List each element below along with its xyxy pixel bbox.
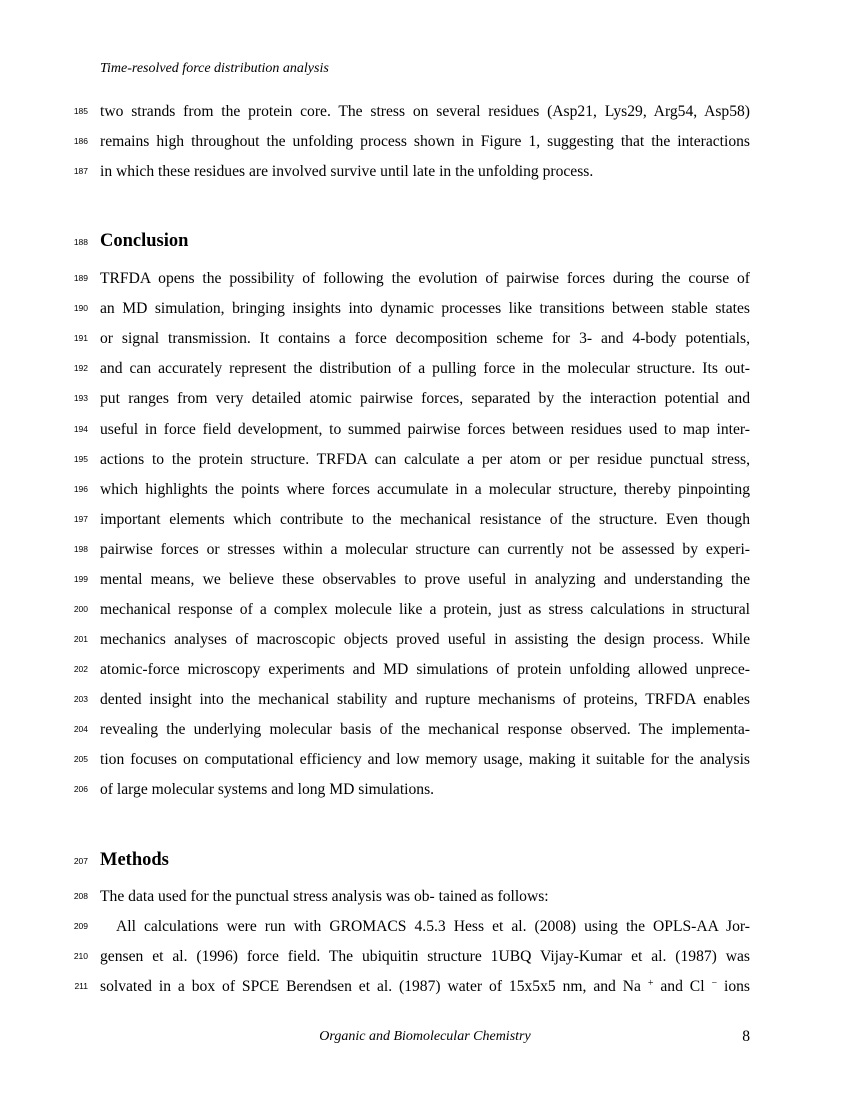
text-line xyxy=(0,450,850,470)
text-line xyxy=(0,299,850,319)
text-line xyxy=(0,690,850,710)
text-line xyxy=(0,947,850,967)
line-number: 205 xyxy=(73,754,88,764)
line-number: 192 xyxy=(73,363,88,373)
text-line xyxy=(0,887,850,907)
section-heading-conclusion xyxy=(0,231,850,251)
line-text xyxy=(100,977,750,997)
line-text: which highlights the points where forces accumulate in a molecular structure, thereby pinpointing xyxy=(100,481,750,498)
line-text: TRFDA opens the possibility of following the evolution of pairwise forces during the course of xyxy=(100,270,750,287)
running-head: Time-resolved force distribution analysis xyxy=(100,61,329,76)
text-line xyxy=(0,510,850,530)
line-text: two strands from the protein core. The stress on several residues (Asp21, Lys29, Arg54, Asp58) xyxy=(100,103,750,120)
line-number: 196 xyxy=(73,484,88,494)
line-number: 211 xyxy=(74,981,88,991)
line-text: useful in force field development, to summed pairwise forces between residues used to map inter- xyxy=(100,421,750,438)
line-number: 200 xyxy=(73,604,88,614)
line-number: 197 xyxy=(73,514,88,524)
line-number: 201 xyxy=(73,634,88,644)
line-number: 209 xyxy=(73,921,88,931)
line-number: 188 xyxy=(73,237,88,247)
line-text: The data used for the punctual stress analysis was ob- tained as follows: xyxy=(100,888,549,905)
line-number: 190 xyxy=(73,303,88,313)
text-line xyxy=(0,917,850,937)
footer-journal: Organic and Biomolecular Chemistry xyxy=(319,1029,531,1044)
text-line xyxy=(0,600,850,620)
line-text: pairwise forces or stresses within a molecular structure can currently not be assessed by experi- xyxy=(100,541,750,558)
text-line xyxy=(0,132,850,152)
line-number: 195 xyxy=(73,454,88,464)
text-line xyxy=(0,540,850,560)
text-line xyxy=(0,389,850,409)
line-text: of large molecular systems and long MD simulations. xyxy=(100,781,435,798)
line-number: 187 xyxy=(73,166,88,176)
text-segment: solvated in a box of SPCE Berendsen et al. (1987) water of 15x5x5 nm, and Na xyxy=(100,978,648,995)
line-text: All calculations were run with GROMACS 4.5.3 Hess et al. (2008) using the OPLS-AA Jor- xyxy=(116,918,750,935)
line-number: 186 xyxy=(73,136,88,146)
line-number: 207 xyxy=(73,856,88,866)
line-text: mechanics analyses of macroscopic objects proved useful in assisting the design process. While xyxy=(100,631,750,648)
section-title: Conclusion xyxy=(100,231,189,251)
line-number: 210 xyxy=(73,951,88,961)
text-line xyxy=(0,420,850,440)
text-line xyxy=(0,630,850,650)
section-title: Methods xyxy=(100,850,169,870)
superscript-minus: − xyxy=(711,978,718,989)
line-text: and can accurately represent the distribution of a pulling force in the molecular structure. Its out- xyxy=(100,360,750,377)
line-text: dented insight into the mechanical stability and rupture mechanisms of proteins, TRFDA enables xyxy=(100,691,750,708)
line-number: 185 xyxy=(73,106,88,116)
text-line xyxy=(0,359,850,379)
line-number: 193 xyxy=(73,393,88,403)
line-number: 202 xyxy=(73,664,88,674)
page-number: 8 xyxy=(742,1028,750,1045)
line-number: 191 xyxy=(73,333,88,343)
line-number: 208 xyxy=(73,891,88,901)
line-text: gensen et al. (1996) force field. The ubiquitin structure 1UBQ Vijay-Kumar et al. (1987) was xyxy=(100,948,750,965)
text-line xyxy=(0,720,850,740)
line-text: revealing the underlying molecular basis of the mechanical response observed. The implementa- xyxy=(100,721,750,738)
text-line xyxy=(0,480,850,500)
text-segment: ions xyxy=(717,978,750,995)
line-number: 198 xyxy=(73,544,88,554)
text-segment: and Cl xyxy=(653,978,712,995)
text-line xyxy=(0,660,850,680)
line-text: remains high throughout the unfolding process shown in Figure 1, suggesting that the interactions xyxy=(100,133,750,150)
text-line xyxy=(0,977,850,997)
line-text: or signal transmission. It contains a force decomposition scheme for 3- and 4-body potentials, xyxy=(100,330,750,347)
line-text: tion focuses on computational efficiency and low memory usage, making it suitable for the analysis xyxy=(100,751,750,768)
text-line xyxy=(0,750,850,770)
text-line xyxy=(0,269,850,289)
line-text: mental means, we believe these observables to prove useful in analyzing and understanding the xyxy=(100,571,750,588)
line-text: mechanical response of a complex molecule like a protein, just as stress calculations in structural xyxy=(100,601,750,618)
line-text: put ranges from very detailed atomic pairwise forces, separated by the interaction potential and xyxy=(100,390,750,407)
text-line xyxy=(0,780,850,800)
line-number: 199 xyxy=(73,574,88,584)
section-heading-methods xyxy=(0,850,850,870)
text-line xyxy=(0,570,850,590)
line-text: actions to the protein structure. TRFDA can calculate a per atom or per residue punctual stress, xyxy=(100,451,750,468)
text-line xyxy=(0,329,850,349)
line-text: an MD simulation, bringing insights into dynamic processes like transitions between stable states xyxy=(100,300,750,317)
line-text: in which these residues are involved survive until late in the unfolding process. xyxy=(100,163,594,180)
line-number: 194 xyxy=(73,424,88,434)
line-text: important elements which contribute to the mechanical resistance of the structure. Even though xyxy=(100,511,750,528)
superscript-plus: + xyxy=(647,978,654,989)
line-number: 189 xyxy=(73,273,88,283)
line-number: 203 xyxy=(73,694,88,704)
line-number: 204 xyxy=(73,724,88,734)
line-text: atomic-force microscopy experiments and MD simulations of protein unfolding allowed unprece- xyxy=(100,661,750,678)
text-line xyxy=(0,102,850,122)
line-number: 206 xyxy=(73,784,88,794)
text-line xyxy=(0,162,850,182)
